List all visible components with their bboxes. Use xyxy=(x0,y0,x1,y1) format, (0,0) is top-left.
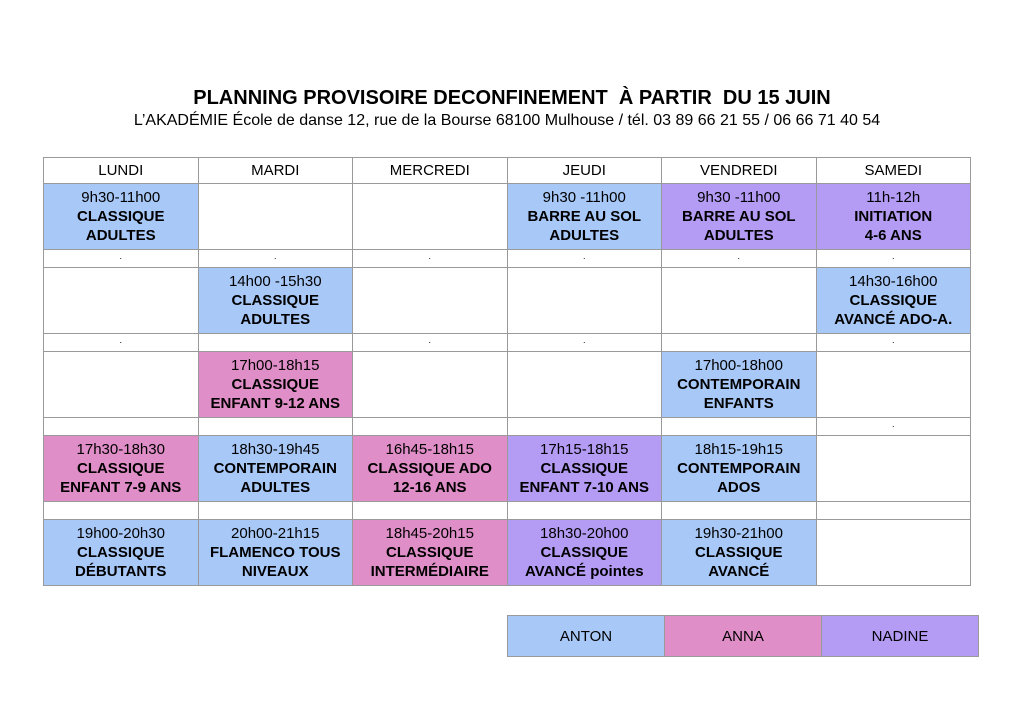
spacer-cell xyxy=(353,502,508,520)
class-slot xyxy=(662,184,817,250)
class-slot xyxy=(44,436,199,502)
class-name: CLASSIQUE ADO xyxy=(367,460,492,477)
class-slot xyxy=(507,184,662,250)
spacer-cell xyxy=(507,502,662,520)
class-level: ADULTES xyxy=(240,311,311,328)
class-slot xyxy=(507,436,662,502)
class-slot xyxy=(662,436,817,502)
class-level: ADULTES xyxy=(85,227,156,244)
empty-slot xyxy=(44,268,199,334)
spacer-cell: · xyxy=(44,250,199,268)
spacer-cell: · xyxy=(662,250,817,268)
spacer-cell xyxy=(44,418,199,436)
class-level: INTERMÉDIAIRE xyxy=(370,563,489,580)
class-slot xyxy=(662,520,817,586)
class-name: BARRE AU SOL xyxy=(681,208,796,225)
class-name: CLASSIQUE xyxy=(76,544,165,561)
class-slot xyxy=(44,520,199,586)
spacer-cell xyxy=(662,502,817,520)
class-row xyxy=(44,184,971,250)
spacer-cell: · xyxy=(353,334,508,352)
class-name: CLASSIQUE xyxy=(231,292,319,309)
class-level: AVANCÉ xyxy=(708,563,770,580)
class-level: AVANCÉ pointes xyxy=(524,563,644,580)
class-time: 19h00-20h30 xyxy=(76,525,165,542)
empty-slot xyxy=(662,268,817,334)
class-level: ENFANT 7-9 ANS xyxy=(60,479,182,496)
empty-slot xyxy=(44,352,199,418)
class-name: CLASSIQUE xyxy=(76,460,165,477)
empty-slot xyxy=(816,352,971,418)
class-level: ADULTES xyxy=(549,227,620,244)
spacer-cell: · xyxy=(198,250,353,268)
class-name: CLASSIQUE xyxy=(849,292,937,309)
class-name: FLAMENCO TOUS xyxy=(209,544,341,561)
school-address: L’AKADÉMIE École de danse 12, rue de la Bourse 68100 Mulhouse / tél. 03 89 66 21 55 / 06 66 71 40 54 xyxy=(133,112,881,129)
day-header-vendredi: VENDREDI xyxy=(662,158,817,184)
empty-slot xyxy=(507,352,662,418)
class-level: ADULTES xyxy=(703,227,774,244)
class-time: 18h45-20h15 xyxy=(385,525,474,542)
empty-slot xyxy=(353,352,508,418)
class-row xyxy=(44,352,971,418)
spacer-row xyxy=(44,418,971,436)
class-level: AVANCÉ ADO-A. xyxy=(834,311,953,328)
class-slot xyxy=(198,352,353,418)
class-slot xyxy=(816,184,971,250)
class-slot xyxy=(662,352,817,418)
class-slot xyxy=(353,436,508,502)
class-slot xyxy=(507,520,662,586)
class-time: 18h30-20h00 xyxy=(540,525,629,542)
empty-slot xyxy=(816,520,971,586)
class-time: 11h-12h xyxy=(866,189,921,206)
day-header-mercredi: MERCREDI xyxy=(353,158,508,184)
spacer-cell xyxy=(198,418,353,436)
empty-slot xyxy=(816,436,971,502)
class-level: 4-6 ANS xyxy=(864,227,922,244)
class-name: CLASSIQUE xyxy=(540,460,628,477)
empty-slot xyxy=(198,184,353,250)
class-time: 17h00-18h15 xyxy=(231,357,320,374)
class-slot xyxy=(816,268,971,334)
class-row xyxy=(44,436,971,502)
class-name: CONTEMPORAIN xyxy=(677,376,801,393)
spacer-cell xyxy=(662,334,817,352)
class-name: BARRE AU SOL xyxy=(527,208,642,225)
legend-anna: ANNA xyxy=(665,616,822,657)
class-time: 17h30-18h30 xyxy=(76,441,165,458)
spacer-cell: · xyxy=(507,250,662,268)
teacher-legend xyxy=(507,615,979,657)
class-name: CONTEMPORAIN xyxy=(213,460,337,477)
day-header-mardi: MARDI xyxy=(198,158,353,184)
legend-row xyxy=(508,616,979,657)
class-level: ADOS xyxy=(717,479,761,496)
class-name: CLASSIQUE xyxy=(76,208,165,225)
class-name: CLASSIQUE xyxy=(385,544,474,561)
class-name: CONTEMPORAIN xyxy=(677,460,801,477)
class-name: CLASSIQUE xyxy=(231,376,319,393)
legend-anton: ANTON xyxy=(508,616,665,657)
class-row xyxy=(44,268,971,334)
class-slot xyxy=(198,268,353,334)
class-level: ENFANTS xyxy=(703,395,774,412)
day-header-jeudi: JEUDI xyxy=(507,158,662,184)
class-level: ENFANT 9-12 ANS xyxy=(210,395,340,412)
day-header-lundi: LUNDI xyxy=(44,158,199,184)
spacer-row xyxy=(44,502,971,520)
class-name: CLASSIQUE xyxy=(694,544,783,561)
spacer-cell: · xyxy=(507,334,662,352)
spacer-cell: · xyxy=(353,250,508,268)
spacer-cell: · xyxy=(44,334,199,352)
class-time: 17h15-18h15 xyxy=(540,441,629,458)
empty-slot xyxy=(353,184,508,250)
spacer-row xyxy=(44,250,971,268)
schedule-table xyxy=(43,157,971,586)
spacer-cell xyxy=(353,418,508,436)
spacer-cell xyxy=(198,502,353,520)
class-time: 14h00 -15h30 xyxy=(228,273,322,290)
class-level: DÉBUTANTS xyxy=(75,563,167,580)
page-title: PLANNING PROVISOIRE DECONFINEMENT À PARTIR DU 15 JUIN xyxy=(193,87,831,109)
class-slot xyxy=(44,184,199,250)
day-header-row xyxy=(44,158,971,184)
class-level: 12-16 ANS xyxy=(392,479,467,496)
class-time: 17h00-18h00 xyxy=(694,357,783,374)
class-name: CLASSIQUE xyxy=(540,544,628,561)
empty-slot xyxy=(507,268,662,334)
class-time: 14h30-16h00 xyxy=(849,273,938,290)
class-time: 9h30-11h00 xyxy=(81,189,161,206)
class-time: 16h45-18h15 xyxy=(385,441,474,458)
class-level: ADULTES xyxy=(240,479,311,496)
class-slot xyxy=(353,520,508,586)
day-header-samedi: SAMEDI xyxy=(816,158,971,184)
class-slot xyxy=(198,436,353,502)
spacer-row xyxy=(44,334,971,352)
class-time: 18h30-19h45 xyxy=(231,441,320,458)
class-time: 19h30-21h00 xyxy=(694,525,783,542)
empty-slot xyxy=(353,268,508,334)
spacer-cell: · xyxy=(816,334,971,352)
spacer-cell xyxy=(198,334,353,352)
spacer-cell xyxy=(662,418,817,436)
spacer-cell: · xyxy=(816,250,971,268)
spacer-cell xyxy=(507,418,662,436)
spacer-cell xyxy=(44,502,199,520)
legend-nadine: NADINE xyxy=(822,616,979,657)
spacer-cell xyxy=(816,502,971,520)
class-name: INITIATION xyxy=(854,208,933,225)
class-level: NIVEAUX xyxy=(241,563,309,580)
class-slot xyxy=(198,520,353,586)
class-row xyxy=(44,520,971,586)
class-time: 18h15-19h15 xyxy=(694,441,783,458)
class-time: 9h30 -11h00 xyxy=(697,189,781,206)
class-level: ENFANT 7-10 ANS xyxy=(519,479,649,496)
spacer-cell: · xyxy=(816,418,971,436)
class-time: 9h30 -11h00 xyxy=(542,189,626,206)
class-time: 20h00-21h15 xyxy=(231,525,320,542)
